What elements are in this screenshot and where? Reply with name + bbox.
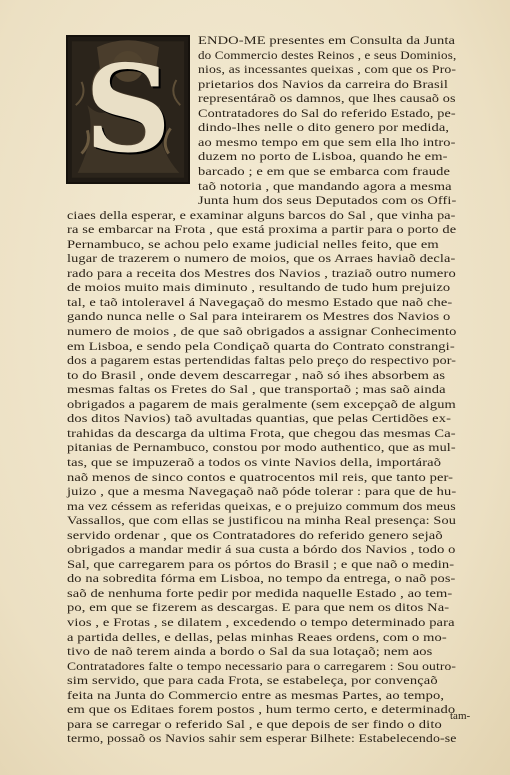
text-line: trahidas da descarga da ultima Frota, que chegou das mesmas Ca- — [67, 426, 456, 440]
text-line: po, em que se fizerem as descargas. E para que nem os ditos Na- — [67, 601, 450, 615]
text-line: Pernambuco, se achou pelo exame judicial nelles feito, que em — [67, 237, 439, 251]
text-line: ao mesmo tempo em que sem ella lho intro- — [198, 135, 456, 149]
text-line: barcado ; e em que se embarca com fraude — [198, 164, 451, 178]
text-line: representáraõ os damnos, que lhes causaõ os — [198, 92, 456, 106]
text-line: juizo , que a mesma Navegaçaõ naõ póde tolerar : para que de hu- — [67, 485, 457, 499]
text-line: mesmas faltas os Fretes do Sal , que transportaõ ; mas saõ ainda — [67, 383, 446, 397]
text-line: dos a pagarem estas pertendidas faltas pelo preço do respectivo por- — [67, 354, 457, 368]
decorated-initial — [66, 35, 190, 184]
text-line: vios , e Frotas , se dilatem , excedendo o tempo determinado para — [67, 616, 455, 629]
text-line: ra se embarcar na Frota , que está proxima a partir para o porto de — [67, 223, 457, 237]
text-line: Contratadores do Sal do referido Estado, pe- — [198, 106, 456, 120]
text-line: obrigados a pagarem de mais geralmente (sem excepçaõ de algum — [67, 397, 456, 411]
catchword: tam- — [450, 710, 471, 722]
text-line: taõ notoria , que mandando agora a mesma — [198, 179, 452, 193]
text-line: de moios muito mais diminuto , resultando de tudo hum prejuizo — [67, 281, 451, 295]
text-line: ENDO-ME presentes em Consulta da Junta — [198, 34, 456, 47]
text-line: ma vez céssem as referidas queixas, e o prejuizo commum dos meus — [67, 499, 456, 513]
text-line: do na sobredita fórma em Lisboa, no tempo da entrega, o naõ pos- — [67, 572, 456, 586]
text-line: feita na Junta do Commercio entre as mesmas Partes, ao tempo, — [67, 688, 445, 702]
text-line: para se carregar o referido Sal , e que depois de ser findo o dito — [67, 717, 442, 731]
text-line: rado para a receita dos Mestres dos Navios , traziaõ outro numero — [67, 266, 456, 280]
text-line: tivo de naõ terem ainda a bordo o Sal da sua lotaçaõ; nem aos — [67, 645, 433, 659]
text-line: em Lisboa, e sendo pela Condiçaõ quarta do Contrato constrangi- — [67, 339, 455, 353]
text-line: naõ menos de sinco contos e quatrocentos mil reis, que tanto per- — [67, 470, 454, 484]
text-line: to do Brasil , onde devem descarregar , naõ só ihes absorbem as — [67, 368, 446, 382]
text-line: Vassallos, que com ellas se justificou na minha Real presença: Sou — [67, 514, 457, 528]
text-line: dindo-lhes nelle o dito genero por medida, — [198, 121, 450, 135]
text-line: a partida delles, e dellas, pelas minhas Reaes ordens, com o mo- — [67, 630, 447, 644]
text-line: tal, e taõ intoleravel á Navegaçaõ do mesmo Estado que naõ che- — [67, 295, 453, 309]
text-line: Sal, que carregarem para os pórtos do Brasil ; e que naõ o medin- — [67, 557, 455, 571]
text-line: nios, as incessantes queixas , com que os Pro- — [198, 63, 457, 77]
text-line: em que os Editaes forem postos , hum termo certo, e determinado — [67, 703, 456, 717]
text-line: dos ditos Navios) taõ avultadas quantias, que pelas Certidões ex- — [67, 412, 452, 426]
text-line: Junta hum dos seus Deputados com os Offi- — [198, 194, 457, 208]
text-line: servido ordenar , que os Contratadores do referido genero sejaõ — [67, 528, 443, 542]
text-line: do Commercio destes Reinos , e seus Dominios, — [198, 48, 457, 62]
text-line: termo, possaõ os Navios sahir sem esperar Bilhete: Estabelecendo-se — [67, 732, 457, 746]
text-line: duzem no porto de Lisboa, quando he em- — [198, 150, 448, 164]
text-line: Contratadores falte o tempo necessario para o carregarem : Sou outro- — [67, 659, 457, 673]
text-line: numero de moios , de que saõ obrigados a assignar Conhecimento — [67, 325, 457, 338]
text-line: ciaes della esperar, e examinar alguns barcos do Sal , que vinha pa- — [67, 208, 456, 222]
text-line: obrigados a mandar medir á sua custa a bórdo dos Navios , todo o — [67, 543, 456, 557]
text-line: prietarios dos Navios da carreira do Brasil — [198, 77, 449, 91]
text-line: pitanias de Pernambuco, constou por modo authentico, que as mul- — [67, 441, 456, 455]
text-line: lugar de trazerem o numero de moios, que os Arraes haviaõ decla- — [67, 252, 456, 266]
text-line: saõ de nenhuma forte pedir por medida naquelle Estado , ao tem- — [67, 586, 453, 600]
text-line: gando nunca nelle o Sal para inteirarem os Mestres dos Navios o — [67, 310, 451, 324]
initial-letter: S — [84, 38, 172, 180]
text-line: tas, que se impuzeraõ a todos os vinte Navios della, importáraõ — [67, 455, 442, 469]
text-line: sim servido, que para cada Frota, se estabeleça, por convençaõ — [67, 674, 438, 688]
